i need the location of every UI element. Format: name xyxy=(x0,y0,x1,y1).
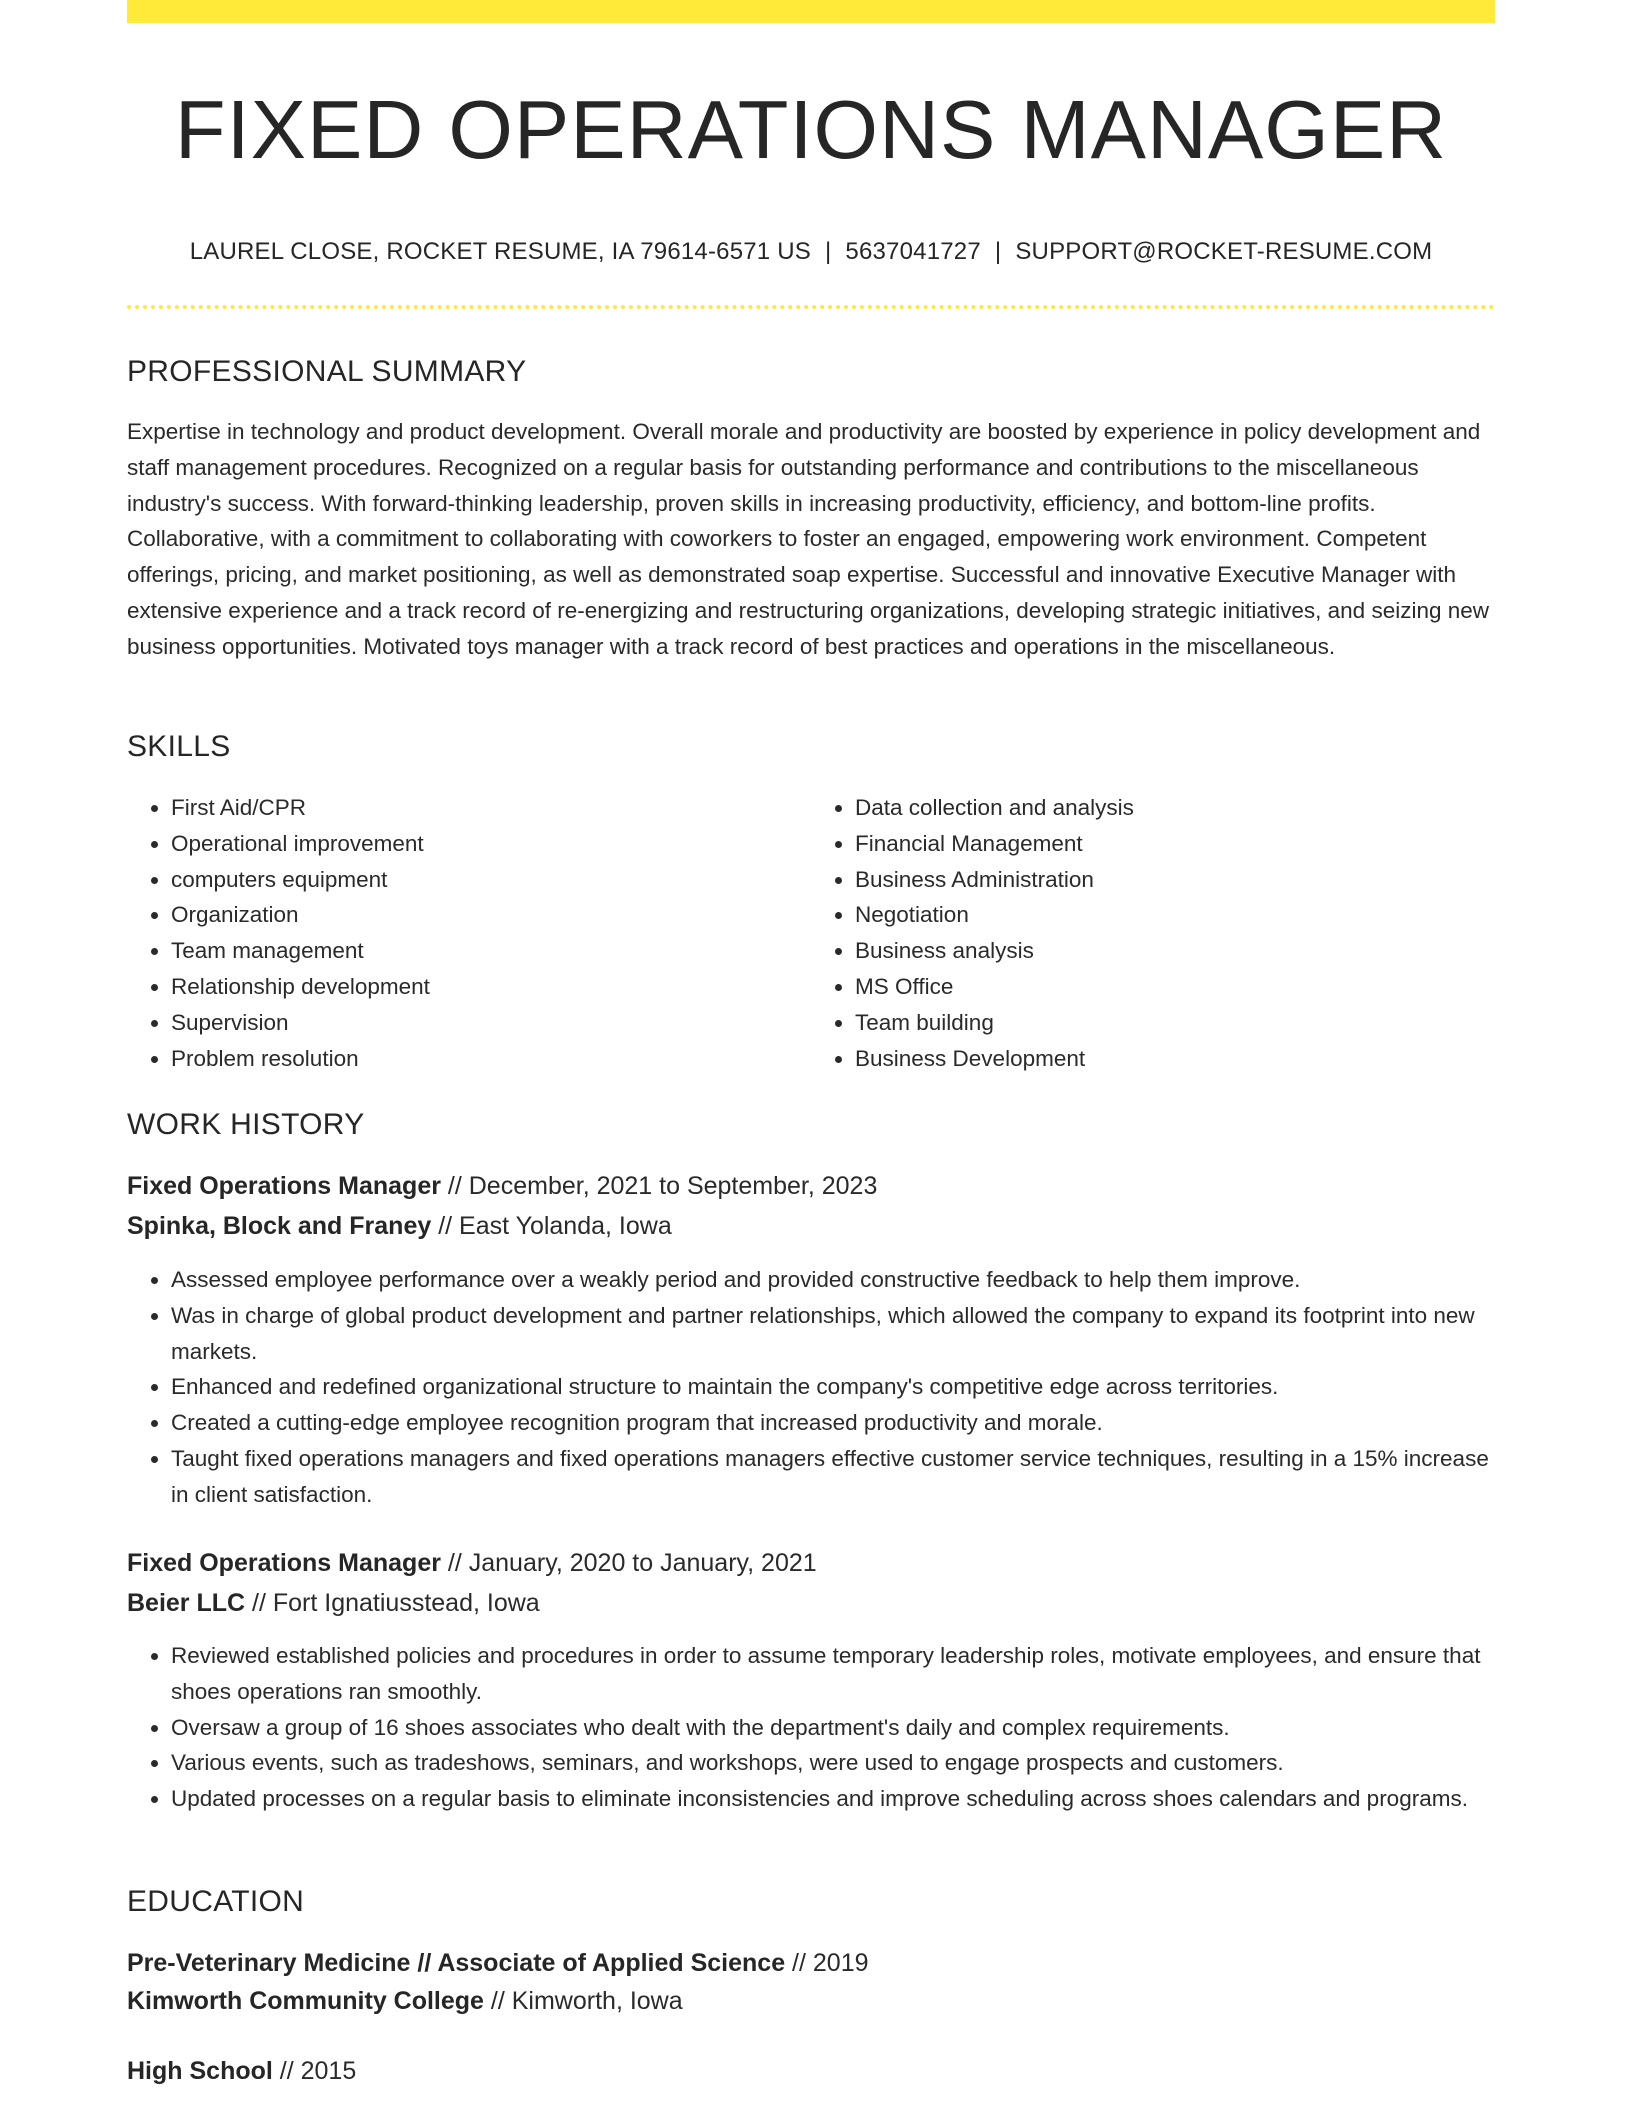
top-accent-bar xyxy=(127,0,1495,23)
skill-item: • MS Office xyxy=(855,969,1495,1005)
skills-column-left xyxy=(127,790,811,1076)
job-bullet: • Enhanced and redefined organizational structure to maintain the company's competitive edge across territories. xyxy=(171,1369,1495,1405)
skill-item: • Business Development xyxy=(855,1041,1495,1077)
education-year: // 2015 xyxy=(272,2057,357,2085)
contact-email: SUPPORT@ROCKET-RESUME.COM xyxy=(1015,238,1433,265)
education-school: Kimworth Community College xyxy=(127,1987,484,2015)
job-company-line xyxy=(127,1587,540,1619)
education-location: // Kimworth, Iowa xyxy=(483,1987,683,2015)
skill-item: • Business analysis xyxy=(855,933,1495,969)
job-bullets xyxy=(127,1262,1495,1513)
skill-item: • Problem resolution xyxy=(171,1041,811,1077)
skill-item: • Data collection and analysis xyxy=(855,790,1495,826)
contact-address: LAUREL CLOSE, ROCKET RESUME, IA 79614-6571 US xyxy=(189,238,811,265)
skill-item: • Organization xyxy=(171,897,811,933)
education-degree: Pre-Veterinary Medicine // Associate of Applied Science xyxy=(127,1949,786,1977)
contact-phone: 5637041727 xyxy=(845,238,981,265)
skill-item: • Supervision xyxy=(171,1005,811,1041)
job-title-line xyxy=(127,1547,817,1579)
skill-item: • Financial Management xyxy=(855,826,1495,862)
summary-text: Expertise in technology and product development. Overall morale and productivity are boosted by experience in policy development and staff management procedures. Recognized on a regular basis for outstanding performance and contributions to the miscellaneous industry's success. With forward-thinking leadership, proven skills in increasing productivity, efficiency, and bottom-line profits. Collaborative, with a commitment to collaborating with coworkers to foster an engaged, empowering work environment. Competent offerings, pricing, and market positioning, as well as demonstrated soap expertise. Successful and innovative Executive Manager with extensive experience and a track record of re-energizing and restructuring organizations, developing strategic initiatives, and seizing new business opportunities. Motivated toys manager with a track record of best practices and operations in the miscellaneous. xyxy=(127,419,1490,659)
skills-heading: SKILLS xyxy=(127,730,231,763)
contact-separator: | xyxy=(994,238,1002,265)
header-divider xyxy=(127,305,1495,309)
job-bullet: • Reviewed established policies and procedures in order to assume temporary leadership roles, motivate employees, and ensure that shoes operations ran smoothly. xyxy=(171,1638,1495,1710)
contact-line xyxy=(127,236,1495,268)
education-year: // 2019 xyxy=(785,1949,869,1977)
job-title-line xyxy=(127,1170,877,1202)
job-bullets xyxy=(127,1638,1495,1817)
skill-item: • computers equipment xyxy=(171,862,811,898)
skill-item: • Team building xyxy=(855,1005,1495,1041)
job-title: Fixed Operations Manager xyxy=(127,1549,441,1577)
skill-item: • Negotiation xyxy=(855,897,1495,933)
job-company-line xyxy=(127,1210,672,1242)
skill-item: • Relationship development xyxy=(171,969,811,1005)
skills-column-right xyxy=(811,790,1495,1076)
job-bullet: • Oversaw a group of 16 shoes associates who dealt with the department's daily and complex requirements. xyxy=(171,1710,1495,1746)
education-degree-line xyxy=(127,2055,356,2087)
skill-item: • Operational improvement xyxy=(171,826,811,862)
education-degree: High School xyxy=(127,2057,273,2085)
skill-item: • Business Administration xyxy=(855,862,1495,898)
contact-separator: | xyxy=(824,238,832,265)
job-bullet: • Was in charge of global product development and partner relationships, which allowed the company to expand its footprint into new markets. xyxy=(171,1298,1495,1370)
job-dates: // December, 2021 to September, 2023 xyxy=(440,1172,878,1200)
skill-item: • First Aid/CPR xyxy=(171,790,811,826)
job-bullet: • Updated processes on a regular basis to eliminate inconsistencies and improve scheduling across shoes calendars and programs. xyxy=(171,1781,1495,1817)
job-bullet: • Taught fixed operations managers and fixed operations managers effective customer service techniques, resulting in a 15% increase in client satisfaction. xyxy=(171,1441,1495,1513)
job-location: // East Yolanda, Iowa xyxy=(431,1212,672,1240)
education-school-line xyxy=(127,1985,683,2017)
job-location: // Fort Ignatiusstead, Iowa xyxy=(245,1589,540,1617)
summary-heading: PROFESSIONAL SUMMARY xyxy=(127,355,527,388)
work-history-heading: WORK HISTORY xyxy=(127,1108,365,1141)
page-title: FIXED OPERATIONS MANAGER xyxy=(174,83,1448,176)
education-heading: EDUCATION xyxy=(127,1885,305,1918)
education-degree-line xyxy=(127,1947,869,1979)
job-bullet: • Created a cutting-edge employee recognition program that increased productivity and morale. xyxy=(171,1405,1495,1441)
job-dates: // January, 2020 to January, 2021 xyxy=(440,1549,817,1577)
job-bullet: • Assessed employee performance over a weakly period and provided constructive feedback to help them improve. xyxy=(171,1262,1495,1298)
job-title: Fixed Operations Manager xyxy=(127,1172,441,1200)
skill-item: • Team management xyxy=(171,933,811,969)
job-bullet: • Various events, such as tradeshows, seminars, and workshops, were used to engage prospects and customers. xyxy=(171,1745,1495,1781)
job-company: Spinka, Block and Franey xyxy=(127,1212,432,1240)
skills-list xyxy=(127,790,1495,1076)
job-company: Beier LLC xyxy=(127,1589,246,1617)
